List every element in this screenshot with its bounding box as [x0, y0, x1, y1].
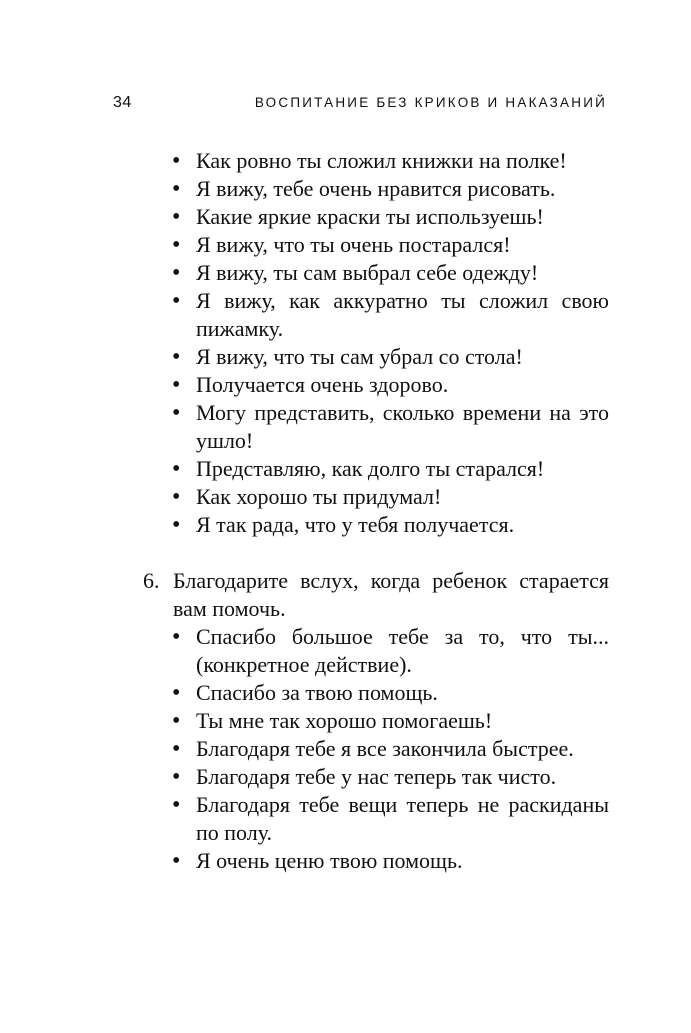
- list-item: • Как ровно ты сложил книжки на полке!: [172, 147, 609, 175]
- list-item: • Спасибо за твою помощь.: [172, 679, 609, 707]
- list-item: • Я вижу, как аккуратно ты сложил свою пижамку.: [172, 287, 609, 343]
- item-text: Благодарите вслух, когда ребенок старается вам помочь.: [173, 568, 609, 621]
- numbered-item-6: [143, 567, 609, 623]
- list-item: • Представляю, как долго ты старался!: [172, 455, 609, 483]
- page-number: 34: [113, 94, 132, 111]
- praise-phrases-list: [172, 147, 609, 539]
- list-item: • Ты мне так хорошо помогаешь!: [172, 707, 609, 735]
- list-item: • Получается очень здорово.: [172, 371, 609, 399]
- list-item: • Благодаря тебе вещи теперь не раскиданы по полу.: [172, 791, 609, 847]
- list-item: • Я вижу, тебе очень нравится рисовать.: [172, 175, 609, 203]
- list-item: • Как хорошо ты придумал!: [172, 483, 609, 511]
- item-number: 6.: [143, 568, 160, 593]
- list-item: • Я вижу, что ты сам убрал со стола!: [172, 343, 609, 371]
- list-item: • Я вижу, ты сам выбрал себе одежду!: [172, 259, 609, 287]
- list-item: • Я очень ценю твою помощь.: [172, 847, 609, 875]
- list-item: • Я вижу, что ты очень постарался!: [172, 231, 609, 259]
- running-title: ВОСПИТАНИЕ БЕЗ КРИКОВ И НАКАЗАНИЙ: [254, 95, 607, 110]
- page-body: [0, 147, 691, 875]
- list-item: • Какие яркие краски ты используешь!: [172, 203, 609, 231]
- list-item: • Я так рада, что у тебя получается.: [172, 511, 609, 539]
- gratitude-phrases-list: [172, 623, 609, 875]
- list-item: • Благодаря тебе у нас теперь так чисто.: [172, 763, 609, 791]
- list-item: • Спасибо большое тебе за то, что ты... (конкретное действие).: [172, 623, 609, 679]
- list-item: • Благодаря тебе я все закончила быстрее.: [172, 735, 609, 763]
- list-item: • Могу представить, сколько времени на это ушло!: [172, 399, 609, 455]
